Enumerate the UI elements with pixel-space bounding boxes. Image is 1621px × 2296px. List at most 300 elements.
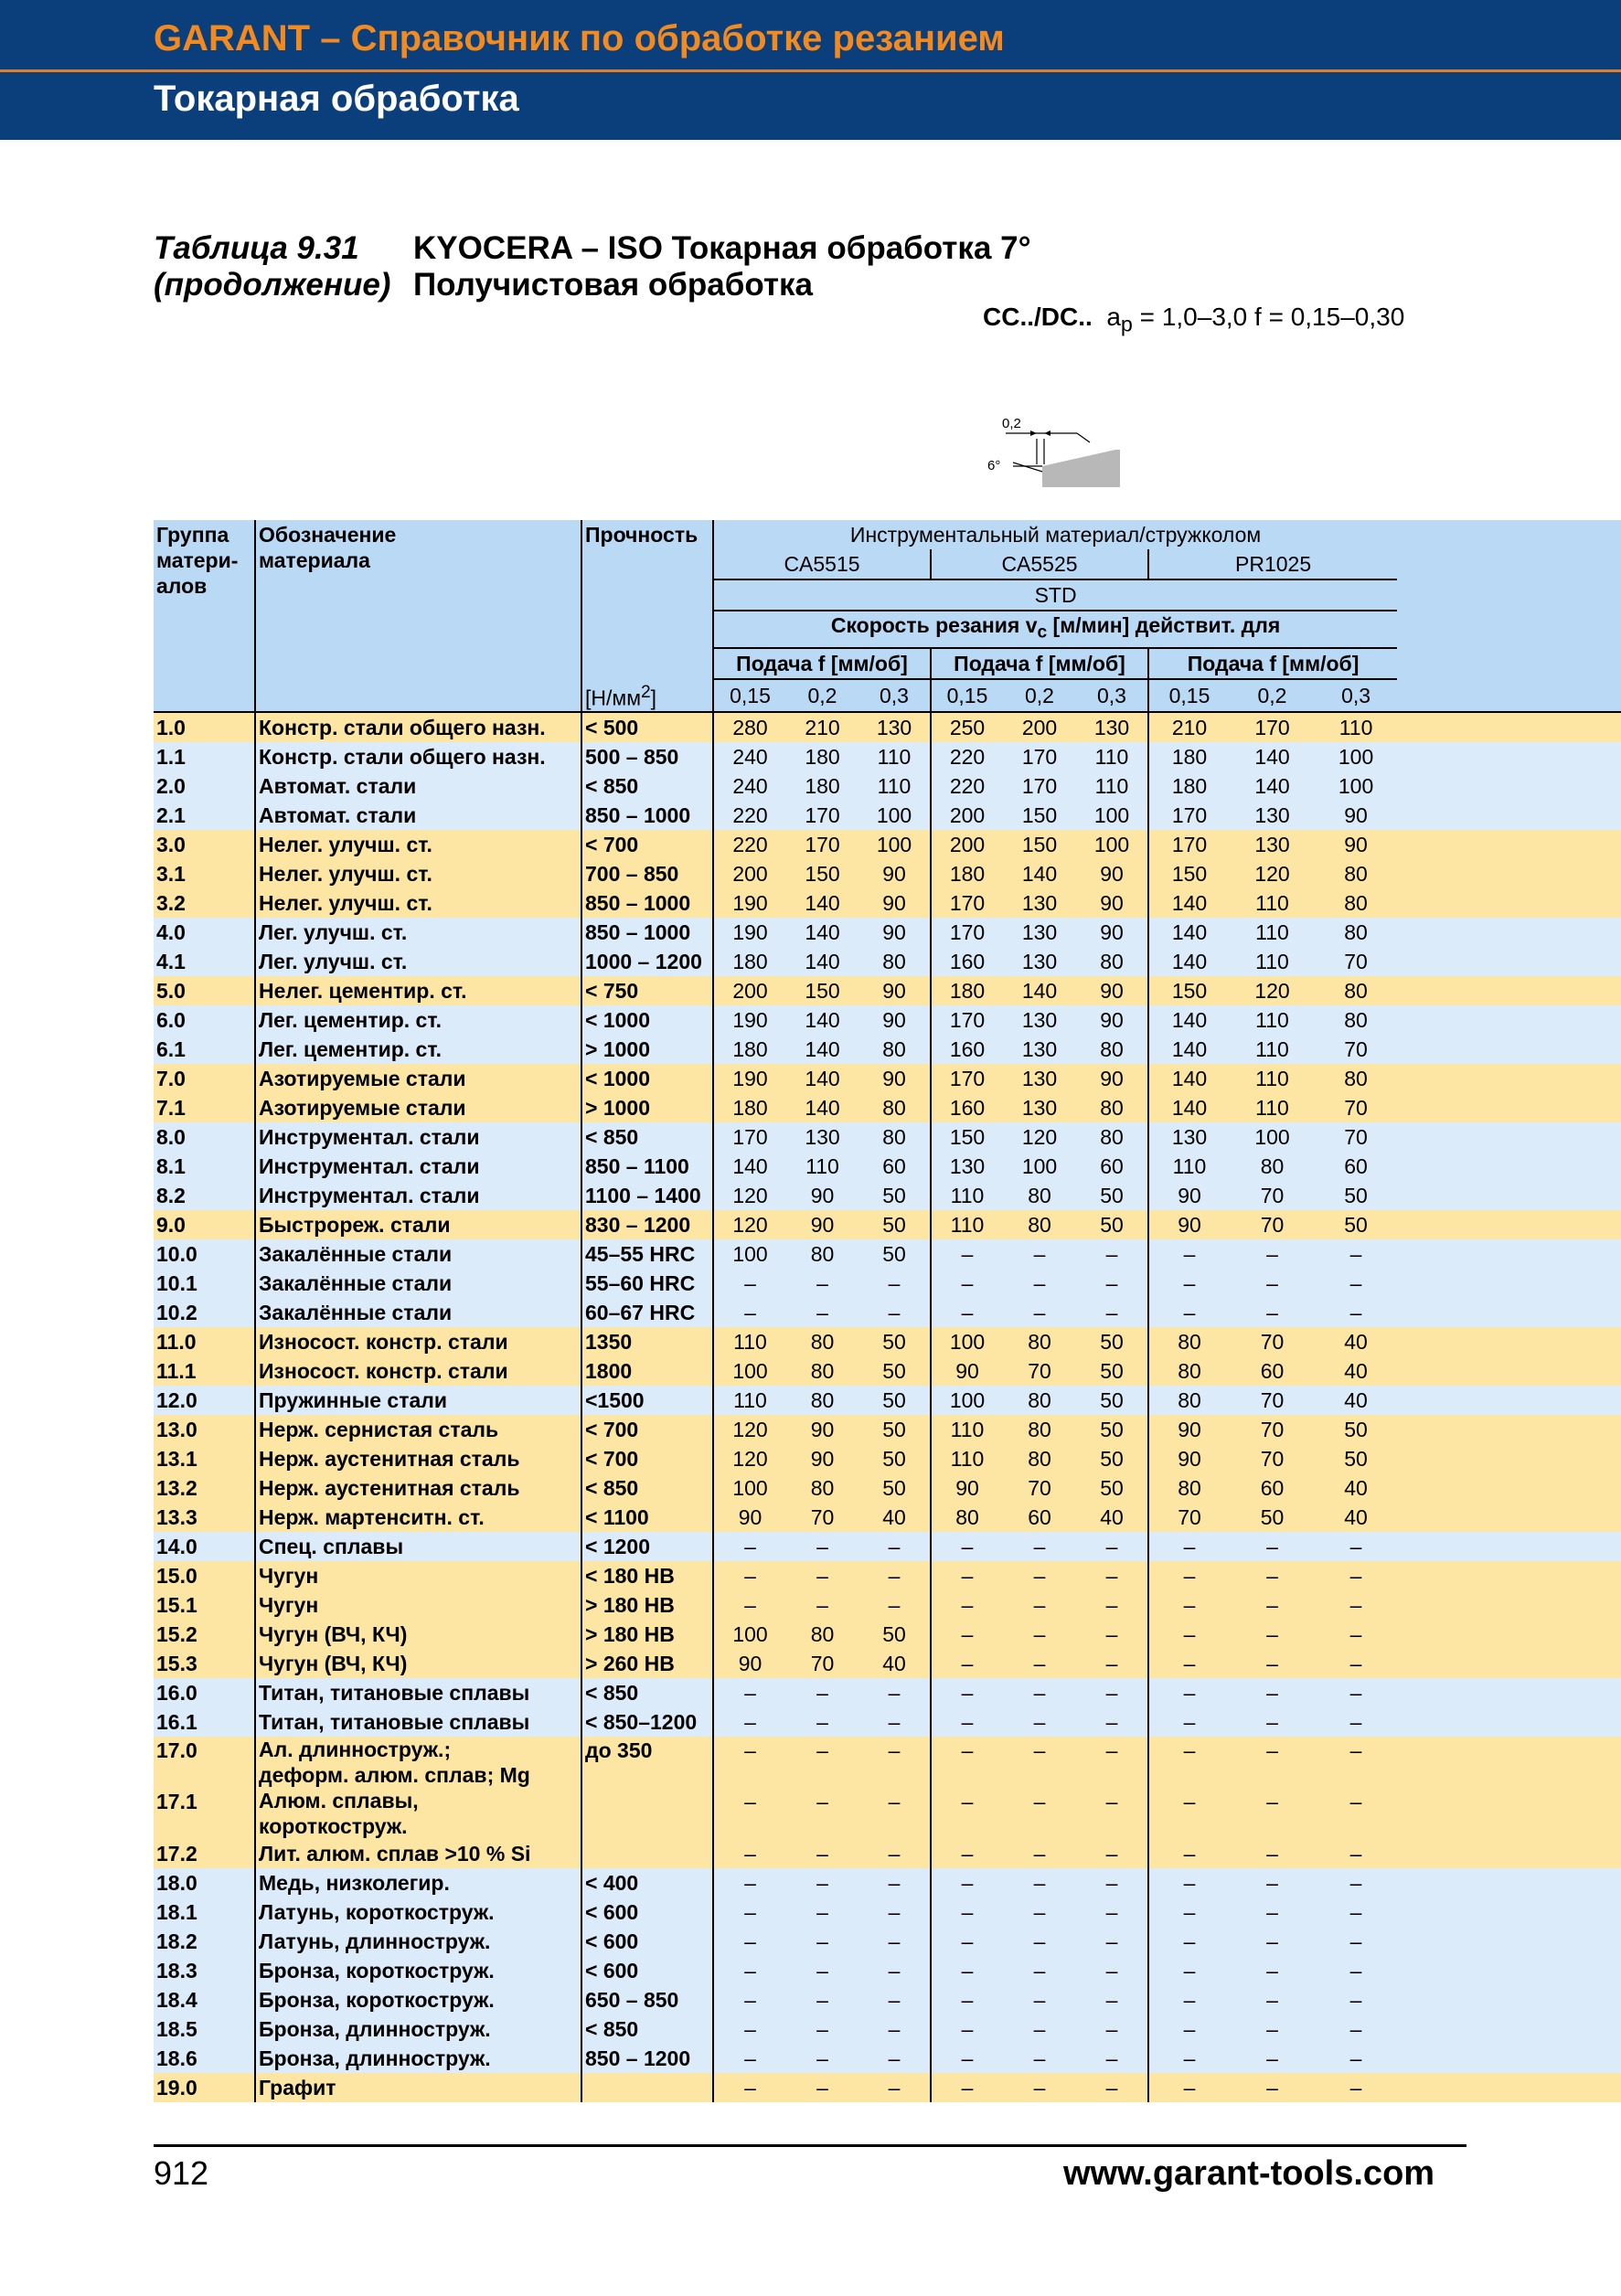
speed-value: 50 <box>858 1444 931 1473</box>
speed-value: 110 <box>1230 918 1315 947</box>
speed-value: 220 <box>713 801 786 830</box>
speed-value: 70 <box>786 1503 858 1532</box>
speed-value: 200 <box>713 976 786 1005</box>
speed-value: 130 <box>1230 830 1315 859</box>
speed-value: 90 <box>1148 1181 1230 1210</box>
material-strength: 850 – 1000 <box>581 888 713 918</box>
speed-value: – <box>858 1707 931 1737</box>
speed-value: – <box>1148 1985 1230 2014</box>
material-designation: Нерж. мартенситн. ст. <box>255 1503 581 1532</box>
speed-value: 130 <box>1003 947 1076 976</box>
material-group: 5.0 <box>154 976 255 1005</box>
material-strength: 60–67 HRC <box>581 1298 713 1327</box>
feed-value-8: 0,3 <box>1315 679 1397 713</box>
material-group: 1.1 <box>154 742 255 771</box>
material-strength: > 180 HB <box>581 1620 713 1649</box>
speed-value: – <box>1230 1649 1315 1678</box>
material-designation: Лит. алюм. сплав >10 % Si <box>255 1839 581 1868</box>
material-strength: < 850 <box>581 771 713 801</box>
speed-value: – <box>1076 1707 1148 1737</box>
material-group: 16.1 <box>154 1707 255 1737</box>
material-strength: > 180 HB <box>581 1590 713 1620</box>
material-group: 14.0 <box>154 1532 255 1561</box>
material-designation: Бронза, короткоструж. <box>255 1956 581 1985</box>
speed-value: 80 <box>1003 1210 1076 1239</box>
footer-divider <box>154 2144 1466 2147</box>
speed-value: – <box>858 1839 931 1868</box>
speed-value: – <box>1148 2044 1230 2073</box>
speed-value: 90 <box>931 1356 1003 1386</box>
speed-value: 220 <box>931 742 1003 771</box>
speed-value: 130 <box>1003 1005 1076 1035</box>
material-group: 18.6 <box>154 2044 255 2073</box>
speed-value: 80 <box>1076 1035 1148 1064</box>
speed-value: – <box>931 1868 1003 1897</box>
speed-value: – <box>931 1678 1003 1707</box>
table-row <box>154 1298 1621 1327</box>
material-designation: Лег. цементир. ст. <box>255 1035 581 1064</box>
speed-value: – <box>1003 1532 1076 1561</box>
speed-value: – <box>1076 1927 1148 1956</box>
material-strength: < 700 <box>581 830 713 859</box>
material-strength <box>581 2073 713 2102</box>
material-designation: Алюм. сплавы, короткоструж. <box>255 1788 581 1839</box>
speed-value: – <box>931 1897 1003 1927</box>
material-designation: Нелег. улучш. ст. <box>255 859 581 888</box>
material-strength: < 1000 <box>581 1005 713 1035</box>
material-designation: Пружинные стали <box>255 1386 581 1415</box>
speed-value: 150 <box>1003 801 1076 830</box>
speed-value: – <box>1003 1839 1076 1868</box>
speed-value: – <box>1148 1788 1230 1839</box>
speed-value: – <box>931 1298 1003 1327</box>
speed-value: 130 <box>1003 1064 1076 1093</box>
material-group: 9.0 <box>154 1210 255 1239</box>
speed-value: 200 <box>1003 712 1076 742</box>
speed-value: 80 <box>786 1386 858 1415</box>
speed-value: – <box>1230 1532 1315 1561</box>
speed-value: – <box>931 2014 1003 2044</box>
material-strength: < 750 <box>581 976 713 1005</box>
feed-header-1: Подача f [мм/об] <box>713 648 931 679</box>
speed-value: 220 <box>931 771 1003 801</box>
speed-value: – <box>1315 1561 1397 1590</box>
speed-value: – <box>1315 1532 1397 1561</box>
speed-value: – <box>786 1269 858 1298</box>
speed-value: – <box>858 2044 931 2073</box>
material-group: 15.2 <box>154 1620 255 1649</box>
speed-value: 60 <box>1003 1503 1076 1532</box>
table-row <box>154 771 1621 801</box>
table-row <box>154 1620 1621 1649</box>
speed-value: 190 <box>713 888 786 918</box>
material-group: 17.1 <box>154 1788 255 1839</box>
material-designation: Инструментал. стали <box>255 1152 581 1181</box>
speed-value: 140 <box>786 1093 858 1122</box>
speed-value: – <box>1003 1956 1076 1985</box>
material-group: 4.1 <box>154 947 255 976</box>
speed-value: – <box>1315 1985 1397 2014</box>
speed-value: 70 <box>1148 1503 1230 1532</box>
material-strength: 1350 <box>581 1327 713 1356</box>
speed-value: 50 <box>858 1415 931 1444</box>
speed-value: 100 <box>1003 1152 1076 1181</box>
table-row <box>154 1181 1621 1210</box>
speed-value: 80 <box>786 1327 858 1356</box>
speed-value: 130 <box>786 1122 858 1152</box>
speed-value: 180 <box>931 859 1003 888</box>
speed-value: – <box>1230 1561 1315 1590</box>
col-header-group: Группа матери- алов <box>154 520 255 712</box>
material-designation: Закалённые стали <box>255 1239 581 1269</box>
speed-value: – <box>1315 2044 1397 2073</box>
speed-value: 100 <box>1076 830 1148 859</box>
material-group: 11.0 <box>154 1327 255 1356</box>
speed-value: 70 <box>786 1649 858 1678</box>
speed-value: – <box>1315 1839 1397 1868</box>
footer-url[interactable]: www.garant-tools.com <box>1063 2154 1435 2193</box>
feed-value-1: 0,2 <box>786 679 858 713</box>
speed-value: – <box>786 1897 858 1927</box>
material-designation: Медь, низколегир. <box>255 1868 581 1897</box>
material-group: 12.0 <box>154 1386 255 1415</box>
table-row <box>154 1956 1621 1985</box>
speed-value: – <box>858 1788 931 1839</box>
speed-value: 110 <box>1148 1152 1230 1181</box>
material-strength: < 600 <box>581 1956 713 1985</box>
table-row <box>154 1269 1621 1298</box>
speed-value: – <box>1003 1868 1076 1897</box>
insert-geometry-diagram <box>987 409 1125 492</box>
speed-value: 120 <box>713 1415 786 1444</box>
material-strength: 700 – 850 <box>581 859 713 888</box>
speed-value: 90 <box>786 1181 858 1210</box>
material-designation: Бронза, длинноструж. <box>255 2044 581 2073</box>
speed-value: 80 <box>858 1093 931 1122</box>
material-strength: 850 – 1000 <box>581 801 713 830</box>
feed-value-4: 0,2 <box>1003 679 1076 713</box>
material-group: 8.2 <box>154 1181 255 1210</box>
material-designation: Нерж. аустенитная сталь <box>255 1473 581 1503</box>
speed-value: – <box>858 1985 931 2014</box>
strength-unit: $[Н/мм^2]$ <box>581 679 713 713</box>
material-group: 16.0 <box>154 1678 255 1707</box>
table-row <box>154 1035 1621 1064</box>
material-group: 18.2 <box>154 1927 255 1956</box>
speed-value: – <box>1148 1707 1230 1737</box>
speed-value: – <box>786 1927 858 1956</box>
speed-value: 40 <box>1315 1327 1397 1356</box>
speed-value: 100 <box>858 801 931 830</box>
material-group: 18.0 <box>154 1868 255 1897</box>
speed-value: – <box>713 1956 786 1985</box>
speed-value: 50 <box>858 1473 931 1503</box>
speed-value: 90 <box>858 918 931 947</box>
speed-value: – <box>786 1532 858 1561</box>
speed-value: 200 <box>931 801 1003 830</box>
material-designation: Ал. длинноструж.; деформ. алюм. сплав; Mg <box>255 1737 581 1788</box>
speed-value: – <box>786 1561 858 1590</box>
speed-value: 150 <box>1003 830 1076 859</box>
table-row <box>154 1868 1621 1897</box>
speed-value: – <box>1148 1927 1230 1956</box>
speed-value: – <box>1148 1737 1230 1788</box>
speed-value: 120 <box>713 1210 786 1239</box>
speed-value: 220 <box>713 830 786 859</box>
material-strength: 1000 – 1200 <box>581 947 713 976</box>
speed-value: 80 <box>1315 888 1397 918</box>
speed-value: 140 <box>786 947 858 976</box>
table-row <box>154 1152 1621 1181</box>
insert-body-shape <box>1042 450 1120 487</box>
speed-value: – <box>931 1239 1003 1269</box>
header-subtitle: Токарная обработка <box>154 79 519 119</box>
speed-value: 40 <box>858 1649 931 1678</box>
material-group: 18.5 <box>154 2014 255 2044</box>
speed-value: – <box>1076 1678 1148 1707</box>
speed-value: 140 <box>786 888 858 918</box>
table-row <box>154 1093 1621 1122</box>
speed-value: 180 <box>931 976 1003 1005</box>
speed-value: 90 <box>713 1649 786 1678</box>
speed-value: 50 <box>1315 1210 1397 1239</box>
table-row <box>154 1649 1621 1678</box>
header-title: GARANT – Справочник по обработке резанием <box>154 18 1005 58</box>
speed-value: – <box>786 1839 858 1868</box>
speed-value: 80 <box>1315 1064 1397 1093</box>
speed-value: 170 <box>786 830 858 859</box>
material-designation: Износост. констр. стали <box>255 1327 581 1356</box>
material-group: 3.2 <box>154 888 255 918</box>
speed-value: 170 <box>931 1005 1003 1035</box>
speed-value: 90 <box>1148 1444 1230 1473</box>
material-strength: 650 – 850 <box>581 1985 713 2014</box>
speed-value: 50 <box>858 1356 931 1386</box>
speed-value: 70 <box>1315 1035 1397 1064</box>
speed-value: 80 <box>1315 976 1397 1005</box>
speed-value: 40 <box>1076 1503 1148 1532</box>
speed-value: 100 <box>1315 771 1397 801</box>
material-strength: до 350 <box>581 1737 713 1788</box>
speed-value: – <box>1148 1620 1230 1649</box>
table-label: Таблица 9.31 <box>154 230 359 266</box>
speed-value: 100 <box>1230 1122 1315 1152</box>
table-row <box>154 1532 1621 1561</box>
speed-value: 170 <box>1230 712 1315 742</box>
speed-value: – <box>713 1678 786 1707</box>
speed-value: 40 <box>858 1503 931 1532</box>
speed-value: 80 <box>786 1239 858 1269</box>
speed-value: 140 <box>786 1005 858 1035</box>
speed-value: – <box>931 1561 1003 1590</box>
speed-value: 70 <box>1315 1122 1397 1152</box>
table-subtitle: Получистовая обработка <box>413 267 814 303</box>
grade-header-3: PR1025 <box>1148 549 1397 579</box>
material-strength: < 180 HB <box>581 1561 713 1590</box>
speed-value: – <box>931 1707 1003 1737</box>
speed-value: – <box>858 1590 931 1620</box>
table-row <box>154 2014 1621 2044</box>
speed-value: 70 <box>1230 1444 1315 1473</box>
speed-value: 100 <box>713 1473 786 1503</box>
speed-value: – <box>1230 2073 1315 2102</box>
speed-value: 130 <box>1076 712 1148 742</box>
material-strength <box>581 1788 713 1839</box>
material-strength: > 1000 <box>581 1093 713 1122</box>
material-designation: Латунь, длинноструж. <box>255 1927 581 1956</box>
header-divider <box>0 69 1621 72</box>
speed-value: – <box>1003 1788 1076 1839</box>
speed-value: 80 <box>1076 947 1148 976</box>
material-group: 4.0 <box>154 918 255 947</box>
cutting-speed-table <box>154 520 1621 2102</box>
speed-value: – <box>786 1678 858 1707</box>
table-row <box>154 1356 1621 1386</box>
material-strength: <1500 <box>581 1386 713 1415</box>
material-group: 13.0 <box>154 1415 255 1444</box>
material-strength: 45–55 HRC <box>581 1239 713 1269</box>
material-strength: < 850 <box>581 1122 713 1152</box>
material-designation: Графит <box>255 2073 581 2102</box>
material-group: 3.0 <box>154 830 255 859</box>
material-strength: < 600 <box>581 1927 713 1956</box>
speed-value: – <box>1230 2014 1315 2044</box>
speed-value: – <box>1315 2014 1397 2044</box>
page-number: 912 <box>154 2154 209 2192</box>
speed-value: – <box>1315 1298 1397 1327</box>
speed-value: – <box>931 1788 1003 1839</box>
speed-value: – <box>1230 1927 1315 1956</box>
speed-value: – <box>713 2014 786 2044</box>
speed-value: – <box>713 1737 786 1788</box>
speed-value: – <box>1076 1649 1148 1678</box>
speed-value: – <box>1076 2073 1148 2102</box>
speed-value: 90 <box>1076 976 1148 1005</box>
speed-value: – <box>1148 1897 1230 1927</box>
speed-value: 90 <box>786 1210 858 1239</box>
speed-value: 180 <box>713 1035 786 1064</box>
feed-value-2: 0,3 <box>858 679 931 713</box>
table-row <box>154 1473 1621 1503</box>
material-group: 13.3 <box>154 1503 255 1532</box>
speed-value: 90 <box>1076 888 1148 918</box>
speed-value: – <box>1076 2044 1148 2073</box>
speed-value: 110 <box>1230 1064 1315 1093</box>
speed-value: 190 <box>713 1005 786 1035</box>
speed-value: – <box>931 2044 1003 2073</box>
table-row <box>154 947 1621 976</box>
table-row <box>154 1327 1621 1356</box>
speed-value: – <box>858 1532 931 1561</box>
speed-value: 140 <box>1230 771 1315 801</box>
speed-value: – <box>858 1927 931 1956</box>
table-row <box>154 1561 1621 1590</box>
speed-value: – <box>1003 1678 1076 1707</box>
material-group: 17.0 <box>154 1737 255 1788</box>
material-group: 6.0 <box>154 1005 255 1035</box>
speed-value: – <box>1003 1927 1076 1956</box>
speed-value: 50 <box>858 1181 931 1210</box>
material-designation: Спец. сплавы <box>255 1532 581 1561</box>
speed-value: – <box>786 1298 858 1327</box>
speed-value: 120 <box>1230 859 1315 888</box>
speed-value: – <box>1315 2073 1397 2102</box>
speed-value: 70 <box>1003 1356 1076 1386</box>
speed-value: 40 <box>1315 1473 1397 1503</box>
speed-value: – <box>858 1678 931 1707</box>
speed-value: 80 <box>1076 1093 1148 1122</box>
speed-value: 240 <box>713 742 786 771</box>
speed-value: 170 <box>931 888 1003 918</box>
speed-value: – <box>1230 1788 1315 1839</box>
speed-value: – <box>1003 1239 1076 1269</box>
speed-value: – <box>1230 1239 1315 1269</box>
speed-value: – <box>1230 1620 1315 1649</box>
material-designation: Чугун (ВЧ, КЧ) <box>255 1620 581 1649</box>
table-row <box>154 1678 1621 1707</box>
speed-value: – <box>1230 1897 1315 1927</box>
speed-value: 50 <box>858 1620 931 1649</box>
material-designation: Нелег. улучш. ст. <box>255 830 581 859</box>
speed-value: – <box>1076 1788 1148 1839</box>
speed-value: 90 <box>931 1473 1003 1503</box>
speed-value: 80 <box>1076 1122 1148 1152</box>
speed-value: – <box>931 2073 1003 2102</box>
table-row <box>154 1839 1621 1868</box>
speed-value: 70 <box>1230 1415 1315 1444</box>
speed-value: – <box>713 1927 786 1956</box>
table-row <box>154 1897 1621 1927</box>
angle-label: 6° <box>987 458 1001 473</box>
speed-value: – <box>786 1956 858 1985</box>
material-group: 2.1 <box>154 801 255 830</box>
speed-value: – <box>713 1707 786 1737</box>
speed-value: 100 <box>1315 742 1397 771</box>
speed-value: – <box>1076 1620 1148 1649</box>
speed-value: 70 <box>1315 1093 1397 1122</box>
speed-value: 140 <box>1230 742 1315 771</box>
feed-header-3: Подача f [мм/об] <box>1148 648 1397 679</box>
speed-value: – <box>1076 1897 1148 1927</box>
speed-value: 150 <box>1148 976 1230 1005</box>
material-strength: 850 – 1000 <box>581 918 713 947</box>
material-group: 8.0 <box>154 1122 255 1152</box>
material-designation: Автомат. стали <box>255 801 581 830</box>
speed-value: – <box>1315 1927 1397 1956</box>
material-strength: 55–60 HRC <box>581 1269 713 1298</box>
table-row <box>154 918 1621 947</box>
speed-value: 200 <box>713 859 786 888</box>
speed-value: – <box>1076 1590 1148 1620</box>
speed-value: – <box>1230 1956 1315 1985</box>
table-row <box>154 1590 1621 1620</box>
speed-value: – <box>713 1985 786 2014</box>
material-group: 7.1 <box>154 1093 255 1122</box>
speed-value: 50 <box>1076 1473 1148 1503</box>
speed-value: 70 <box>1315 947 1397 976</box>
speed-value: – <box>1315 1649 1397 1678</box>
material-strength: < 600 <box>581 1897 713 1927</box>
speed-value: – <box>931 1532 1003 1561</box>
speed-value: 90 <box>1315 830 1397 859</box>
table-row <box>154 712 1621 742</box>
material-group: 7.0 <box>154 1064 255 1093</box>
speed-value: – <box>1148 1269 1230 1298</box>
speed-value: 170 <box>1003 771 1076 801</box>
speed-value: 70 <box>1230 1327 1315 1356</box>
table-row <box>154 1210 1621 1239</box>
speed-value: 150 <box>931 1122 1003 1152</box>
